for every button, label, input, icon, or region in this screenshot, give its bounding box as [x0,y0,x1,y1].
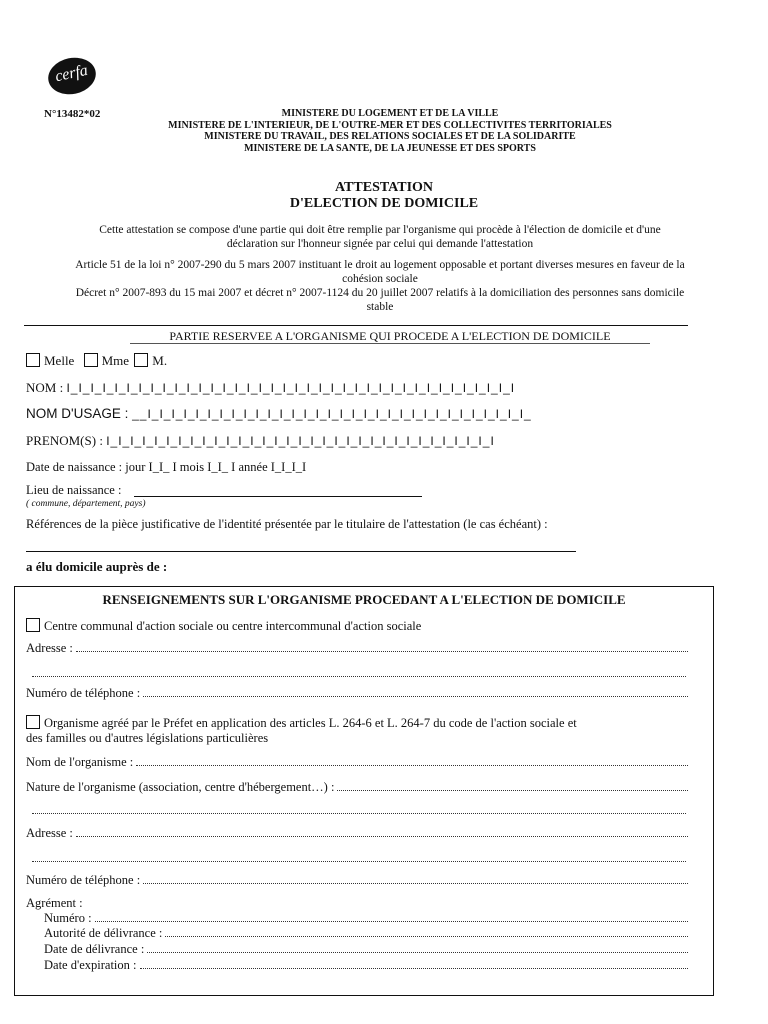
agree-label-line-2: des familles ou d'autres législations particulières [26,731,269,745]
civility-row [26,353,167,369]
lieu-label: Lieu de naissance : [26,483,122,497]
decret-line-2: stable [366,300,394,313]
ministry-line: MINISTERE DE LA SANTE, DE LA JEUNESSE ET DES SPORTS [244,142,536,154]
prenom-row [26,433,495,449]
mme-checkbox[interactable] [84,353,98,367]
agree-row [26,715,577,746]
organisme-heading: RENSEIGNEMENTS SUR L'ORGANISME PROCEDANT A L'ELECTION DE DOMICILE [102,592,626,607]
nom-organisme-label: Nom de l'organisme : [26,755,134,769]
dob-row [26,460,306,475]
ministry-line: MINISTERE DU TRAVAIL, DES RELATIONS SOCIALES ET DE LA SOLIDARITE [204,131,576,142]
nom-usage-label: NOM D'USAGE : [26,406,129,421]
document-title [0,180,768,212]
agree-checkbox[interactable] [26,715,40,729]
composition-paragraph [40,224,720,251]
adresse2-row [26,826,688,841]
date-delivrance-label: Date de délivrance : [44,942,145,956]
nature-field-line-2[interactable] [32,803,686,814]
telephone-label: Numéro de téléphone : [26,686,141,700]
date-expiration-field[interactable] [140,958,689,969]
telephone2-label: Numéro de téléphone : [26,873,141,887]
autorite-row [26,926,688,941]
nom-label: NOM : [26,380,64,395]
m-checkbox[interactable] [134,353,148,367]
prenom-label: PRENOM(S) : [26,433,103,448]
cerfa-logo-text: cerfa [53,61,90,86]
melle-label: Melle [44,353,75,368]
divider [130,343,650,344]
adresse2-field[interactable] [76,826,688,837]
ministry-line: MINISTERE DU LOGEMENT ET DE LA VILLE [281,108,499,119]
dob-jour-field[interactable]: I_I_ I [148,460,177,474]
elu-domicile-label: a élu domicile auprès de : [26,559,168,574]
nom-organisme-row [26,755,688,770]
ccas-label: Centre communal d'action sociale ou centre intercommunal d'action sociale [44,619,422,633]
telephone2-row [26,873,688,888]
lieu-hint: ( commune, département, pays) [26,499,146,509]
numero-label: Numéro : [44,911,92,925]
references-label: Références de la pièce justificative de l'identité présentée par le titulaire de l'attestation (le cas échéant) : [26,517,548,531]
divider [24,325,688,326]
composition-line-1: Cette attestation se compose d'une partie qui doit être remplie par l'organisme qui procède à l'élection de domicile et d'une [99,224,661,236]
autorite-field[interactable] [165,926,688,937]
prenom-field[interactable]: I_I_I_I_I_I_I_I_I_I_I_I_I_I_I_I_I_I_I_I_I_I_I_I_I_I_I_I_I_I_I_I_I [106,434,495,448]
dob-mois-label: mois [179,460,205,474]
ministries-block [120,108,660,154]
numero-row [26,911,688,926]
telephone-field[interactable] [143,686,688,697]
adresse2-label: Adresse : [26,826,73,840]
decret-line-1: Décret n° 2007-893 du 15 mai 2007 et décret n° 2007-1124 du 20 juillet 2007 relatifs à la domiciliation des personnes sans domicile [75,287,685,299]
article-line-2: cohésion sociale [342,272,418,285]
cerfa-logo [45,53,99,98]
telephone2-field[interactable] [143,873,688,884]
adresse2-field-line-2[interactable] [32,851,686,862]
part1-heading: PARTIE RESERVEE A L'ORGANISME QUI PROCEDE A L'ELECTION DE DOMICILE [169,329,611,343]
date-delivrance-row [26,942,688,957]
nature-label: Nature de l'organisme (association, centre d'hébergement…) : [26,780,335,794]
composition-line-2: déclaration sur l'honneur signée par celui qui demande l'attestation [226,237,534,250]
decret-paragraph [40,287,720,314]
title-line-2: D'ELECTION DE DOMICILE [289,196,479,211]
adresse-row [26,641,688,656]
dob-annee-label: année [238,460,268,474]
m-label: M. [152,353,168,368]
nom-row [26,380,515,396]
melle-checkbox[interactable] [26,353,40,367]
date-delivrance-field[interactable] [147,942,688,953]
lieu-row [26,483,121,498]
ccas-row [26,618,421,634]
date-expiration-row [26,958,688,973]
adresse-label: Adresse : [26,641,73,655]
references-field[interactable] [26,551,576,552]
nom-organisme-field[interactable] [136,755,688,766]
numero-field[interactable] [95,911,688,922]
nom-usage-field[interactable]: __I_I_I_I_I_I_I_I_I_I_I_I_I_I_I_I_I_I_I_I_I_I_I_I_I_I_I_I_I_I_I_I_ [132,407,532,421]
dob-annee-field[interactable]: I_I_I_I [270,460,307,474]
nature-row [26,780,688,795]
article-paragraph [40,259,720,286]
autorite-label: Autorité de délivrance : [44,926,163,940]
dob-mois-field[interactable]: I_I_ I [207,460,236,474]
adresse-field-line-2[interactable] [32,666,686,677]
dob-jour-label: jour [125,460,146,474]
article-line-1: Article 51 de la loi n° 2007-290 du 5 mars 2007 instituant le droit au logement opposable et portant diverses mesures en faveur de la [75,259,685,271]
title-line-1: ATTESTATION [334,180,434,195]
mme-label: Mme [101,353,130,368]
date-expiration-label: Date d'expiration : [44,958,137,972]
nature-field[interactable] [337,780,688,791]
telephone-row [26,686,688,701]
ministry-line: MINISTERE DE L'INTERIEUR, DE L'OUTRE-MER ET DES COLLECTIVITES TERRITORIALES [168,119,612,131]
agrement-label: Agrément : [26,896,83,910]
form-number: N°13482*02 [44,108,101,120]
dob-label: Date de naissance : [26,460,123,474]
adresse-field[interactable] [76,641,688,652]
ccas-checkbox[interactable] [26,618,40,632]
agree-label-line-1: Organisme agréé par le Préfet en application des articles L. 264-6 et L. 264-7 du code de l'action sociale et [44,716,577,730]
nom-usage-row [26,406,532,421]
nom-field[interactable]: I_I_I_I_I_I_I_I_I_I_I_I_I_I_I_I_I_I_I_I_I_I_I_I_I_I_I_I_I_I_I_I_I_I_I_I_I_I [66,381,516,395]
lieu-field[interactable] [134,496,422,497]
